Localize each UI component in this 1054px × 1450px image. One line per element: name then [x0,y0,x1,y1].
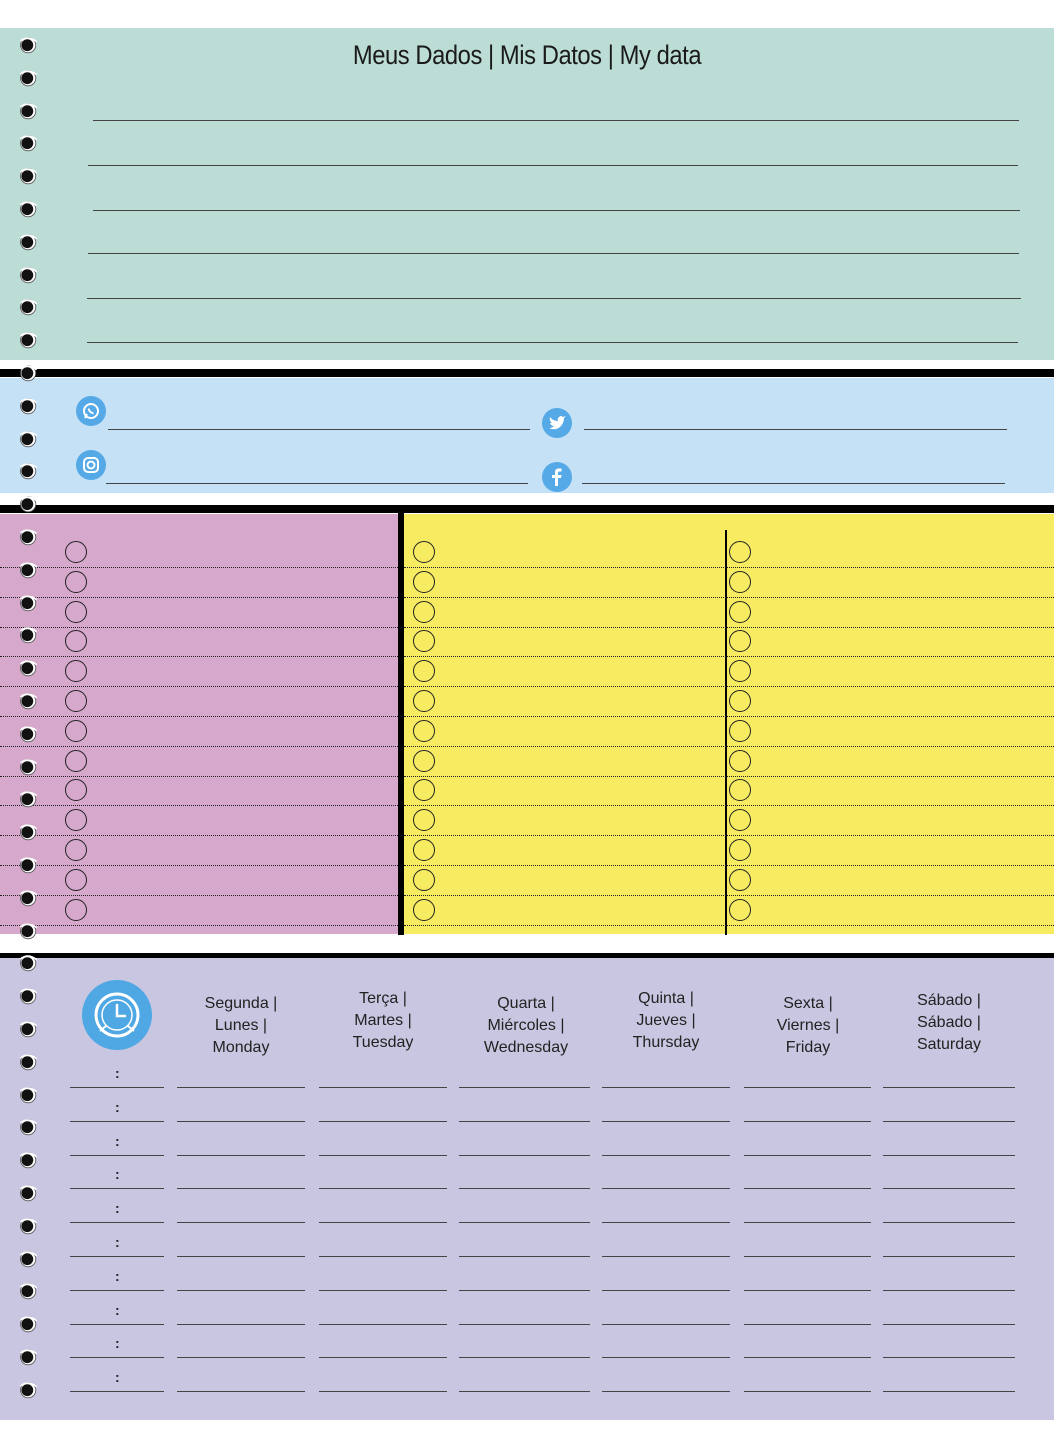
time-separator: : [115,1098,120,1115]
time-slot[interactable] [70,1256,164,1257]
checkbox[interactable] [729,750,751,772]
schedule-cell[interactable] [744,1155,871,1156]
spiral-ring [18,790,40,810]
schedule-cell[interactable] [744,1391,871,1392]
time-separator: : [115,1369,120,1386]
schedule-cell[interactable] [602,1121,730,1122]
spiral-ring [18,1381,40,1401]
schedule-cell[interactable] [602,1222,730,1223]
checklist-line[interactable] [0,656,398,657]
checklist-line[interactable] [404,656,1054,657]
checklist-line[interactable] [0,805,398,806]
schedule-cell[interactable] [177,1391,305,1392]
spiral-ring [18,233,40,253]
social-section [0,378,1054,493]
spiral-ring [18,1250,40,1270]
checklist-line[interactable] [0,627,398,628]
time-separator: : [115,1166,120,1183]
spiral-ring [18,561,40,581]
checkbox[interactable] [65,720,87,742]
checklist-line[interactable] [404,805,1054,806]
my-data-section [0,28,1054,360]
schedule-cell[interactable] [883,1188,1015,1189]
checklist-line[interactable] [404,776,1054,777]
time-slot[interactable] [70,1324,164,1325]
whatsapp-icon [76,396,106,426]
time-separator: : [115,1234,120,1250]
spiral-ring [18,1020,40,1040]
checkbox[interactable] [729,690,751,712]
checklist-line[interactable] [0,835,398,836]
schedule-cell[interactable] [602,1087,730,1088]
spiral-ring [18,495,40,515]
checklist-line[interactable] [0,746,398,747]
checklist-line[interactable] [404,567,1054,568]
schedule-cell[interactable] [883,1121,1015,1122]
spiral-ring [18,364,40,384]
schedule-cell[interactable] [602,1155,730,1156]
schedule-cell[interactable] [177,1357,305,1358]
data-line[interactable] [93,210,1020,211]
checkbox[interactable] [65,601,87,623]
schedule-cell[interactable] [602,1188,730,1189]
schedule-cell[interactable] [744,1290,871,1291]
schedule-cell[interactable] [883,1155,1015,1156]
checklist-line[interactable] [0,895,398,896]
schedule-cell[interactable] [319,1222,447,1223]
checkbox[interactable] [413,601,435,623]
schedule-cell[interactable] [177,1155,305,1156]
schedule-cell[interactable] [177,1256,305,1257]
time-slot[interactable] [70,1357,164,1358]
schedule-cell[interactable] [319,1155,447,1156]
spiral-ring [18,102,40,122]
column-divider [725,530,727,935]
pink-checklist [0,514,398,934]
divider [0,369,1054,377]
time-separator: : [115,1335,120,1352]
time-separator: : [115,1267,120,1284]
schedule-cell[interactable] [319,1256,447,1257]
time-separator: : [115,1200,120,1217]
data-line[interactable] [88,253,1019,254]
data-line[interactable] [88,165,1018,166]
schedule-cell[interactable] [319,1188,447,1189]
facebook-line[interactable] [582,483,1005,484]
spiral-ring [18,856,40,876]
checkbox[interactable] [413,750,435,772]
spiral-ring [18,692,40,712]
schedule-cell[interactable] [177,1087,305,1088]
spiral-ring [18,725,40,745]
day-header: Quinta | Jueves | Thursday [632,990,700,1051]
checkbox[interactable] [413,571,435,593]
checklist-line[interactable] [404,895,1054,896]
schedule-cell[interactable] [459,1155,590,1156]
spiral-ring [18,626,40,646]
column-divider [398,513,404,935]
checkbox[interactable] [65,869,87,891]
time-slot[interactable] [70,1087,164,1088]
spiral-ring [18,298,40,318]
day-header: Sexta | Viernes | Friday [776,995,840,1056]
time-slot[interactable] [70,1391,164,1392]
checklist-line[interactable] [404,627,1054,628]
checklist-line[interactable] [404,716,1054,717]
instagram-icon [76,450,106,480]
time-slot[interactable] [70,1121,164,1122]
checkbox[interactable] [729,720,751,742]
time-separator: : [115,1132,120,1149]
schedule-cell[interactable] [459,1087,590,1088]
spiral-ring [18,922,40,942]
schedule-cell[interactable] [319,1324,447,1325]
time-separator: : [115,1301,120,1318]
spiral-ring [18,134,40,154]
spiral-ring [18,1151,40,1171]
schedule-cell[interactable] [744,1256,871,1257]
checkbox[interactable] [65,750,87,772]
checklist-line[interactable] [0,567,398,568]
checklist-line[interactable] [0,925,398,926]
clock-icon [82,980,152,1050]
day-header: Terça | Martes | Tuesday [352,990,414,1051]
checkbox[interactable] [413,720,435,742]
spiral-ring [18,266,40,286]
twitter-icon [542,408,572,438]
data-line[interactable] [87,342,1018,343]
schedule-cell[interactable] [319,1121,447,1122]
checkbox[interactable] [65,541,87,563]
spiral-ring [18,987,40,1007]
spiral-ring [18,430,40,450]
checkbox[interactable] [729,899,751,921]
facebook-icon [542,462,572,492]
checkbox[interactable] [413,690,435,712]
day-header: Sábado | Sábado | Saturday [916,992,982,1053]
divider [0,505,1054,513]
checkbox[interactable] [65,899,87,921]
spiral-ring [18,1053,40,1073]
checkbox[interactable] [729,839,751,861]
spiral-ring [18,331,40,351]
schedule-cell[interactable] [744,1222,871,1223]
checklist-line[interactable] [0,716,398,717]
schedule-cell[interactable] [883,1357,1015,1358]
schedule-cell[interactable] [602,1391,730,1392]
spiral-ring [18,1184,40,1204]
schedule-cell[interactable] [177,1121,305,1122]
schedule-cell[interactable] [744,1121,871,1122]
schedule-cell[interactable] [883,1290,1015,1291]
page-title: Meus Dados | Mis Datos | My data [352,40,702,70]
checklist-line[interactable] [404,925,1054,926]
schedule-cell[interactable] [744,1087,871,1088]
schedule-cell[interactable] [319,1290,447,1291]
checkbox[interactable] [729,601,751,623]
schedule-cell[interactable] [883,1222,1015,1223]
checklist-line[interactable] [404,597,1054,598]
checklist-line[interactable] [404,835,1054,836]
spiral-ring [18,528,40,548]
checkbox[interactable] [729,571,751,593]
whatsapp-line[interactable] [108,429,530,430]
time-separator: : [115,1065,120,1081]
schedule-cell[interactable] [319,1087,447,1088]
day-header: Quarta | Miércoles | Wednesday [483,995,569,1056]
time-slot[interactable] [70,1222,164,1223]
schedule-cell[interactable] [177,1222,305,1223]
schedule-cell[interactable] [459,1290,590,1291]
schedule-cell[interactable] [744,1357,871,1358]
schedule-cell[interactable] [459,1324,590,1325]
time-slot[interactable] [70,1290,164,1291]
checkbox[interactable] [413,899,435,921]
schedule-cell[interactable] [319,1357,447,1358]
spiral-ring [18,1315,40,1335]
checkbox[interactable] [65,571,87,593]
checklist-line[interactable] [404,865,1054,866]
spiral-ring [18,823,40,843]
spiral-ring [18,397,40,417]
schedule-cell[interactable] [459,1391,590,1392]
checkbox[interactable] [729,869,751,891]
data-line[interactable] [87,298,1021,299]
checklist-line[interactable] [404,746,1054,747]
spiral-ring [18,36,40,56]
time-slot[interactable] [70,1188,164,1189]
checkbox[interactable] [729,541,751,563]
checklist-line[interactable] [0,686,398,687]
spiral-ring [18,1282,40,1302]
schedule-cell[interactable] [883,1087,1015,1088]
schedule-cell[interactable] [883,1324,1015,1325]
spiral-ring [18,1348,40,1368]
spiral-ring [18,1086,40,1106]
spiral-ring [18,167,40,187]
spiral-ring [18,1217,40,1237]
spiral-ring [18,462,40,482]
schedule-cell[interactable] [177,1188,305,1189]
schedule-cell[interactable] [459,1121,590,1122]
schedule-cell[interactable] [883,1256,1015,1257]
twitter-line[interactable] [584,429,1007,430]
checkbox[interactable] [65,839,87,861]
schedule-cell[interactable] [602,1324,730,1325]
checkbox[interactable] [413,839,435,861]
schedule-cell[interactable] [744,1324,871,1325]
schedule-cell[interactable] [602,1290,730,1291]
spiral-ring [18,200,40,220]
checkbox[interactable] [65,690,87,712]
instagram-line[interactable] [106,483,528,484]
checklist-line[interactable] [0,865,398,866]
spiral-ring [18,594,40,614]
schedule-cell[interactable] [177,1290,305,1291]
schedule-cell[interactable] [744,1188,871,1189]
schedule-cell[interactable] [319,1391,447,1392]
time-slot[interactable] [70,1155,164,1156]
spiral-ring [18,659,40,679]
checklist-line[interactable] [0,776,398,777]
schedule-cell[interactable] [459,1256,590,1257]
checklist-line[interactable] [0,597,398,598]
schedule-cell[interactable] [459,1188,590,1189]
schedule-cell[interactable] [602,1357,730,1358]
spiral-ring [18,889,40,909]
checkbox[interactable] [413,869,435,891]
checkbox[interactable] [413,541,435,563]
spiral-ring [18,758,40,778]
schedule-cell[interactable] [883,1391,1015,1392]
schedule-cell[interactable] [602,1256,730,1257]
schedule-cell[interactable] [459,1357,590,1358]
spiral-ring [18,954,40,974]
data-line[interactable] [93,120,1019,121]
spiral-ring [18,1118,40,1138]
schedule-cell[interactable] [459,1222,590,1223]
checklist-line[interactable] [404,686,1054,687]
schedule-cell[interactable] [177,1324,305,1325]
day-header: Segunda | Lunes | Monday [204,995,278,1056]
spiral-ring [18,69,40,89]
